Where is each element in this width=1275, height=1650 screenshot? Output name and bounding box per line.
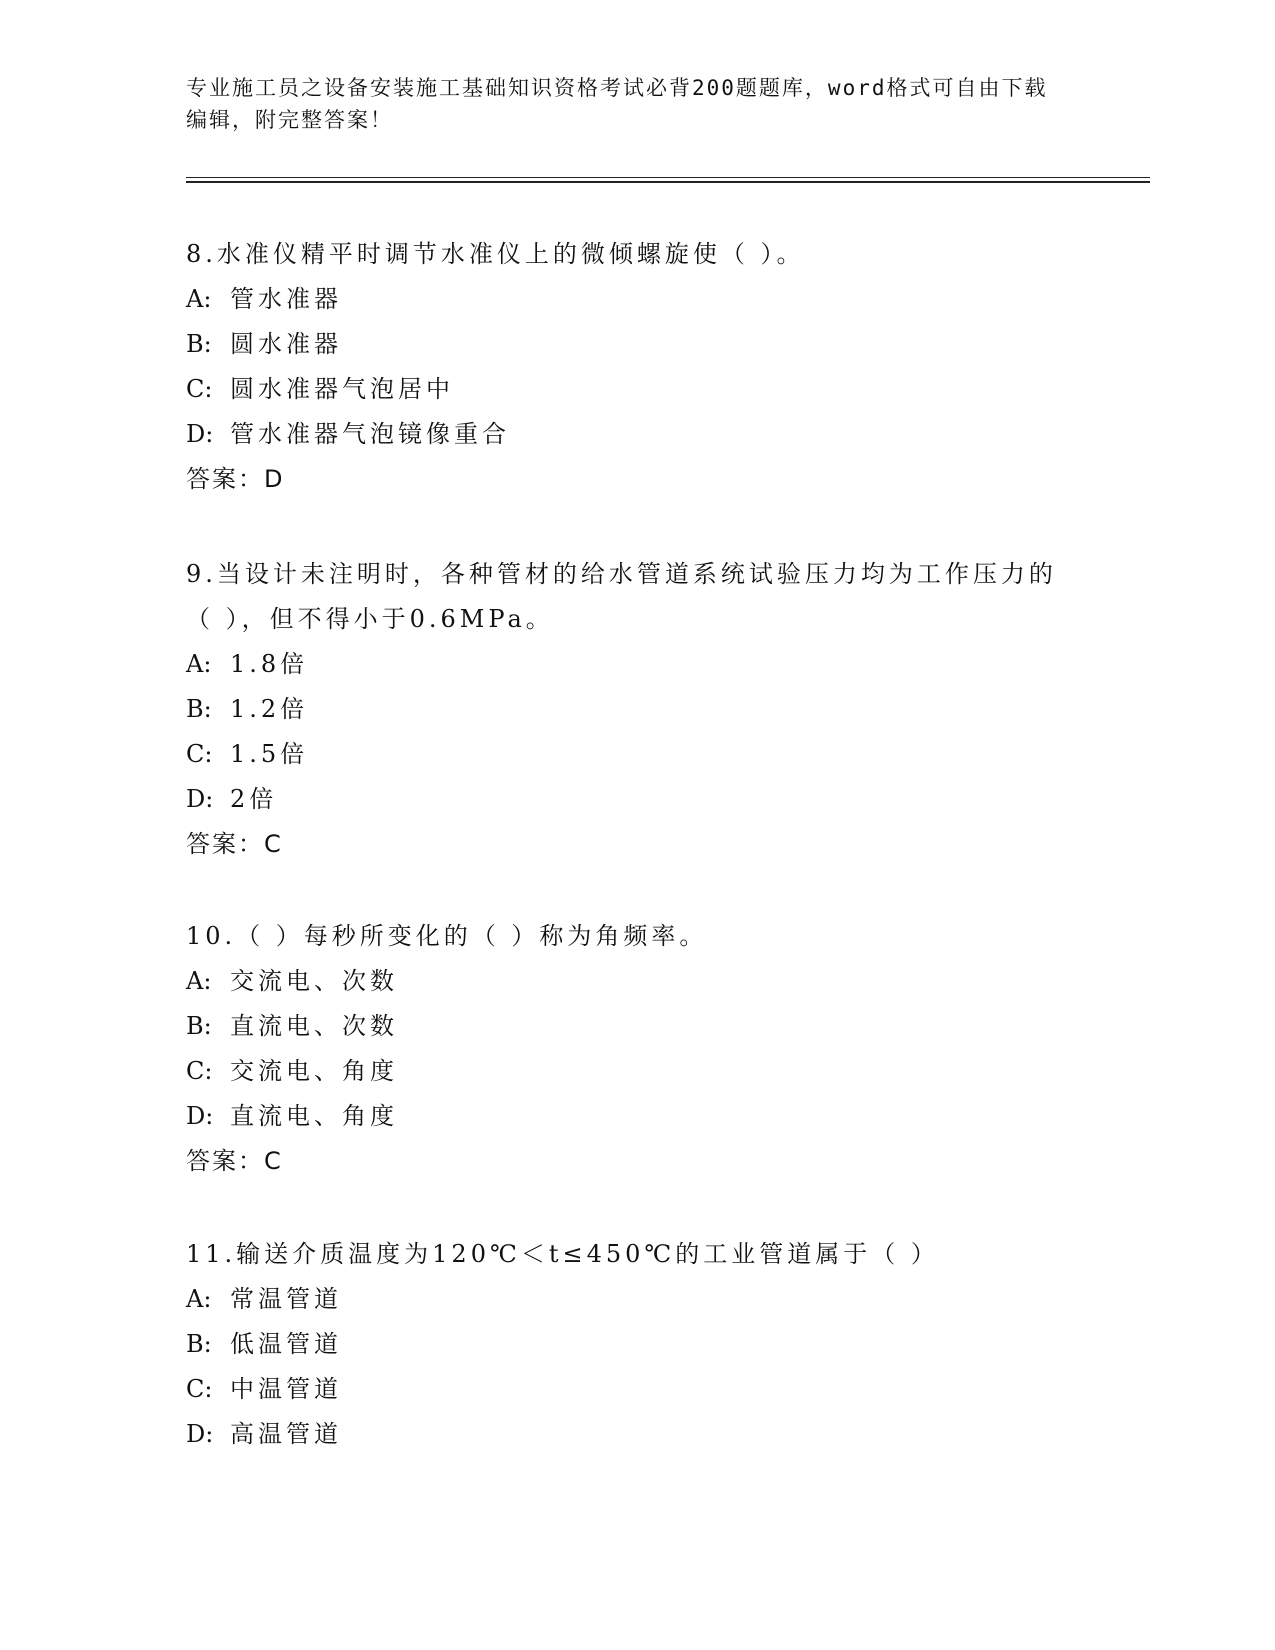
option-key: A: (186, 1285, 212, 1313)
answer-text: 答案：C (186, 1147, 283, 1175)
option-text: 中温管道 (230, 1375, 342, 1403)
question-8 (186, 232, 1066, 502)
option-text: 常温管道 (230, 1285, 342, 1313)
option-d (186, 412, 1066, 457)
header-divider-line (186, 177, 1150, 178)
option-b (186, 687, 1066, 732)
question-10 (186, 914, 1066, 1184)
option-key: B: (186, 330, 212, 358)
option-a (186, 1277, 1066, 1322)
option-b (186, 1322, 1066, 1367)
option-d (186, 777, 1066, 822)
option-text: 2倍 (230, 785, 278, 813)
option-key: C: (186, 1057, 213, 1085)
option-text: 直流电、次数 (230, 1012, 398, 1040)
document-header: 专业施工员之设备安装施工基础知识资格考试必背200题题库，word格式可自由下载编辑，附完整答案！ (186, 76, 1048, 132)
answer-text: 答案：D (186, 465, 285, 493)
option-text: 直流电、角度 (230, 1102, 398, 1130)
option-text: 1.2倍 (230, 695, 309, 723)
option-key: C: (186, 740, 213, 768)
header-divider-line-thick (186, 181, 1150, 183)
question-stem: 9.当设计未注明时，各种管材的给水管道系统试验压力均为工作压力的（ ），但不得小于0.6MPa。 (186, 560, 1057, 633)
option-c (186, 732, 1066, 777)
option-key: A: (186, 967, 212, 995)
question-stem: 10.（ ）每秒所变化的（ ）称为角频率。 (186, 922, 708, 950)
answer-text: 答案：C (186, 830, 283, 858)
option-key: D: (186, 785, 214, 813)
option-key: A: (186, 285, 212, 313)
option-key: D: (186, 420, 214, 448)
question-11 (186, 1232, 1066, 1457)
option-a (186, 277, 1066, 322)
question-9 (186, 552, 1066, 867)
option-key: D: (186, 1102, 214, 1130)
question-stem: 8.水准仪精平时调节水准仪上的微倾螺旋使（ ）。 (186, 240, 805, 268)
option-text: 低温管道 (230, 1330, 342, 1358)
option-text: 圆水准器气泡居中 (230, 375, 454, 403)
option-c (186, 1049, 1066, 1094)
option-text: 圆水准器 (230, 330, 342, 358)
option-text: 交流电、角度 (230, 1057, 398, 1085)
option-key: B: (186, 1330, 212, 1358)
option-b (186, 322, 1066, 367)
option-a (186, 642, 1066, 687)
option-key: B: (186, 695, 212, 723)
option-b (186, 1004, 1066, 1049)
option-text: 1.8倍 (230, 650, 309, 678)
option-text: 高温管道 (230, 1420, 342, 1448)
question-stem: 11.输送介质温度为120℃＜t≤450℃的工业管道属于（ ） (186, 1240, 939, 1268)
option-c (186, 367, 1066, 412)
option-c (186, 1367, 1066, 1412)
option-key: D: (186, 1420, 214, 1448)
option-d (186, 1412, 1066, 1457)
option-text: 管水准器 (230, 285, 342, 313)
option-d (186, 1094, 1066, 1139)
option-a (186, 959, 1066, 1004)
option-key: C: (186, 375, 213, 403)
option-text: 1.5倍 (230, 740, 309, 768)
option-key: B: (186, 1012, 212, 1040)
option-text: 交流电、次数 (230, 967, 398, 995)
option-text: 管水准器气泡镜像重合 (230, 420, 510, 448)
option-key: A: (186, 650, 212, 678)
option-key: C: (186, 1375, 213, 1403)
